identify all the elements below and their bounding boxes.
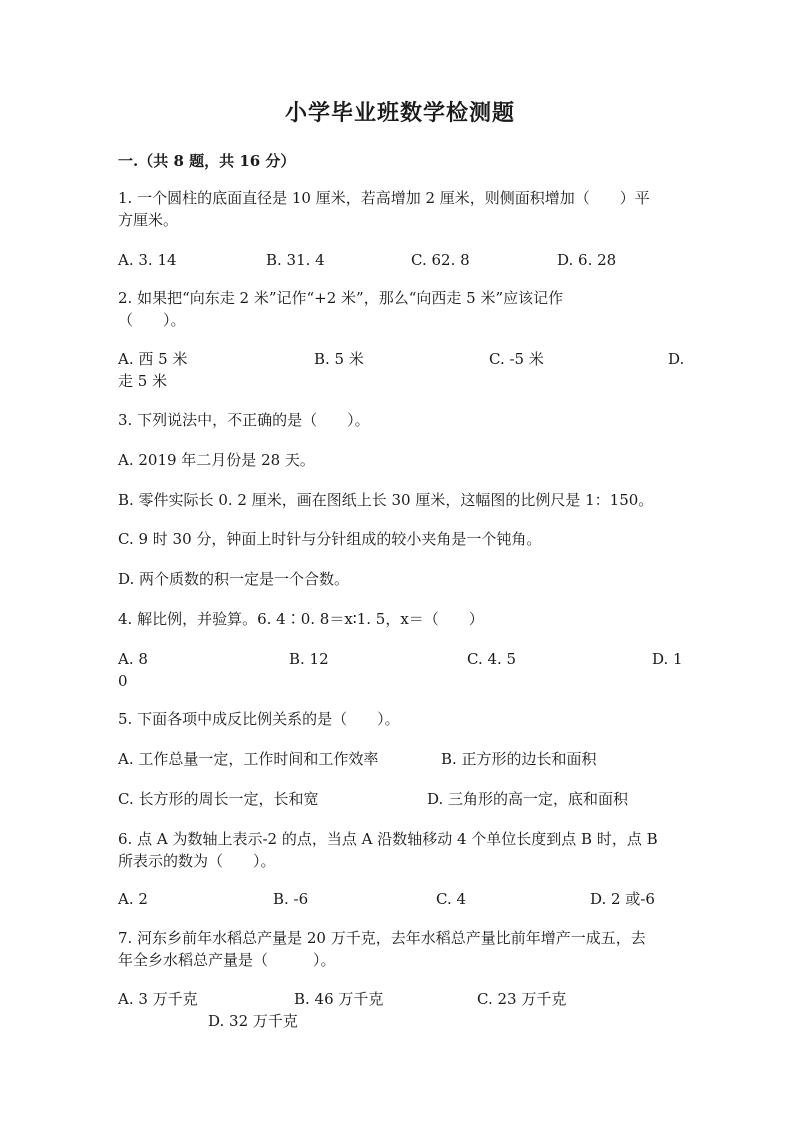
question-5-option-c: C. 长方形的周长一定，长和宽 [118,790,319,808]
page-title: 小学毕业班数学检测题 [284,100,515,126]
question-3-stem: 3. 下列说法中，不正确的是（ ）。 [118,411,370,429]
question-3-option-a: A. 2019 年二月份是 28 天。 [118,451,315,469]
question-6 [118,828,684,872]
question-1-option-d: D. 6. 28 [557,251,617,269]
question-1-stem-line2: 方厘米。 [118,211,179,229]
question-3-option-c: C. 9 时 30 分，钟面上时针与分针组成的较小夹角是一个钝角。 [118,530,542,548]
question-7-stem-line1: 7. 河东乡前年水稻总产量是 20 万千克，去年水稻总产量比前年增产一成五，去 [118,929,646,947]
question-3-option-d: D. 两个质数的积一定是一个合数。 [118,570,350,588]
question-6-option-d: D. 2 或-6 [590,890,655,908]
question-6-stem-line2: 所表示的数为（ ）。 [118,852,276,870]
question-4-option-d: D. 1 [652,650,683,668]
question-2-option-d: D. [668,350,685,368]
question-1 [118,187,684,231]
question-3-option-b: B. 零件实际长 0. 2 厘米，画在图纸上长 30 厘米，这幅图的比例尺是 1：150。 [118,491,654,509]
question-1-option-b: B. 31. 4 [266,251,325,269]
question-2-stem-line2: （ ）。 [118,311,186,329]
question-1-stem-line1: 1. 一个圆柱的底面直径是 10 厘米，若高增加 2 厘米，则侧面积增加（ ）平 [118,189,650,207]
question-7 [118,927,684,971]
question-2-option-c: C. -5 米 [489,350,544,368]
question-4-option-c: C. 4. 5 [467,650,517,668]
question-4-stem: 4. 解比例，并验算。6. 4∶0. 8＝x∶1. 5，x＝（ ） [118,610,484,628]
question-6-option-c: C. 4 [436,890,467,908]
section-heading: 一.（共 8 题，共 16 分） [118,152,296,170]
question-5-stem: 5. 下面各项中成反比例关系的是（ ）。 [118,710,400,728]
question-2-option-a: A. 西 5 米 [118,350,188,368]
question-7-stem-line2: 年全乡水稻总产量是（ ）。 [118,951,336,969]
question-2-stem-line1: 2. 如果把“向东走 2 米”记作“+2 米”，那么“向西走 5 米”应该记作 [118,289,564,307]
question-2-option-d-wrap: 走 5 米 [118,372,168,390]
question-4-option-a: A. 8 [118,650,148,668]
question-4-option-d-wrap: 0 [118,672,128,690]
question-5-option-b: B. 正方形的边长和面积 [441,750,597,768]
question-7-option-a: A. 3 万千克 [118,990,198,1008]
question-7-option-c: C. 23 万千克 [477,990,567,1008]
question-5-option-a: A. 工作总量一定，工作时间和工作效率 [118,750,379,768]
question-6-option-b: B. -6 [273,890,309,908]
question-7-option-b: B. 46 万千克 [294,990,384,1008]
question-5-option-d: D. 三角形的高一定，底和面积 [427,790,629,808]
question-2-option-b: B. 5 米 [314,350,364,368]
question-6-option-a: A. 2 [118,890,148,908]
question-6-stem-line1: 6. 点 A 为数轴上表示-2 的点，当点 A 沿数轴移动 4 个单位长度到点 B 时，点 B [118,830,658,848]
question-1-option-a: A. 3. 14 [118,251,177,269]
question-7-option-d: D. 32 万千克 [208,1012,298,1030]
question-2 [118,287,684,331]
question-4-option-b: B. 12 [289,650,329,668]
question-1-option-c: C. 62. 8 [411,251,470,269]
